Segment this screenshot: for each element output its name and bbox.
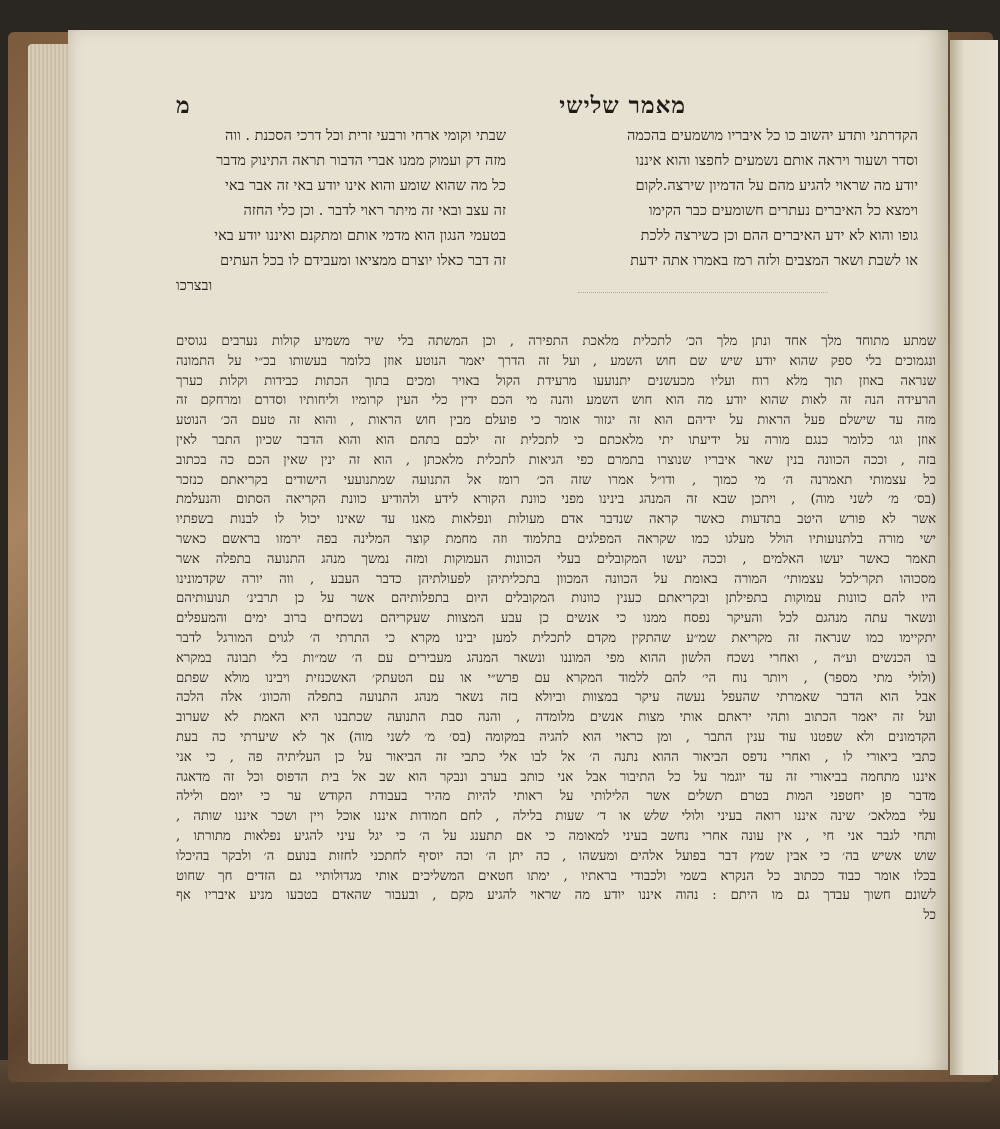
text-line: לשונם חשוך עבדך גם מו היתם : נהוה איננו יודע מה שראוי להגיע מקם , ובעבור שהאדם בטבעו מניע איבריו אף xyxy=(176,888,936,904)
text-line: וסדר ושעור ויראה אותם נשמעים לחפצו והוא איננו xyxy=(635,153,918,169)
text-line: שוש אשיש בה׳ כי אבין שמץ דבר בפועל אלהים ומעשהו , כה יתן ה׳ וכה יוסיף לחתכני לחזות בנועם ה׳ ולבקר בהיכלו xyxy=(176,848,936,864)
text-line: מסכוהו תקר׳לכל עצמותי׳ המורה באומת על הכוונה המכוון בתכליתיהן לפעולתיהן כדבר העבע , ווה יורה שקדמונינו xyxy=(176,571,936,587)
text-line: כתבי ביאורי לו , ואחרי נדפס הביאור ההוא נתנה ה׳ אל לבו אלי כתבי זה הביאור על כן העליתיה פה , כי אני xyxy=(176,749,936,765)
text-line: בכלו אומר כבוד ככתוב כל הנקרא בשמי ולכבודי בראתיו , ימתו חטאים המשליכים אותי מגדולותיי גם הזדים חך שחוט xyxy=(176,868,936,884)
text-line: מזה דק ועמוק ממנו אברי הדבור תראה התינוק מדבר xyxy=(216,153,506,169)
text-line: הקדרתני ותדע יהשוב כו כל איבריו מושמעים בהכמה xyxy=(626,128,918,144)
text-line: שנראה באוזן תוך מלא רוח ועליו מכעשנים יתנועעו מרעידת הקול באויר ומכים בתוך הכתות כבידות וקלות כערך xyxy=(176,373,936,389)
text-line: עלי במלאכ׳ שינה איננו רואה בעיני ולולי שלש או ד׳ שעות בלילה , לחם חמודות איננו אוכל ויין ושכר איננו שותה , xyxy=(176,809,936,825)
text-line: איננו מתחמה בביאורי זה עד יוגמר על כל התיבור אבל אני כותב בערב ונבקר הוא שב אל בית הדפוס וכל זה מדאגה xyxy=(176,769,936,785)
text-line: הקדמונים ולא שפטנו עוד ענין התבר , ומן כראוי הוא להגיה במקומה (בס׳ מ׳ לשני מוה) אך לא שיערתי כה בעת xyxy=(176,729,936,745)
text-line: ותחי לגבר אני חי , אין עונה אחרי נחשב בעיני למאומה כי אם תתענג על ה׳ כי יגל עיני להגיע נפלאות מתורתו , xyxy=(176,828,936,844)
facing-page-edge xyxy=(950,40,998,1075)
text-line: זה עצב ובאי זה מיתר ראוי לדבר . וכן כלי החזה xyxy=(243,203,506,219)
running-title: מאמר שלישי xyxy=(559,92,686,119)
text-line: אבל הוא הדבר שאמרתי שהעפל נעשה עיקר במצוות וביולא בזה נשאר מנהג התנועה בתפלה והכוונ׳ אלה הלכה xyxy=(176,690,936,706)
text-line: בו הכנשים וע״ה , ואחרי נשכח הלשון ההוא מפי המוננו ונשאר המנהג מעבירים עם ה׳ שמ״ות בלי תבונה במקרא xyxy=(176,650,936,666)
text-line: הרעידה הנה זה לאות שהוא יודע מה הוא חוש השמע והנה מי הכם ידין כלי העין קרומיו וליחותיו וסדרם ומרחקם זה xyxy=(176,393,936,409)
page-header xyxy=(68,88,948,128)
text-line: כל xyxy=(923,908,936,924)
text-line: וימצא כל האיברים נעתרים חשומעים כבר הקימו xyxy=(648,203,918,219)
text-line: בטעמי הנגון הוא מדמי אותם ומתקנם ואיננו יודע באי xyxy=(214,228,506,244)
text-line: יודע מה שראוי להגיע מהם על הדמיון שירצה.לקום xyxy=(635,178,918,194)
book-page xyxy=(68,30,948,1070)
text-line: כל מה שהוא שומע והוא אינו יודע באי זה אבר באי xyxy=(225,178,506,194)
text-line: ועל זה יאמר הכתוב ותהי יראתם אותי מצות אנשים מלומדה , והנה סבת התנועה שכתבנו היא האמת לא שערוב xyxy=(176,710,936,726)
folio-number: מ xyxy=(176,92,190,119)
text-line: או לשבת ושאר המצבים ולזה רמז באמרו אתה ידעת xyxy=(630,253,918,269)
text-line: ישי מורה בלתנועותיו הולל מעלגו כמו שקראה המפלגים בתלמוד וזה מחמת קוצר המלינה בפה ירמזו בראשם כאשר xyxy=(176,531,936,547)
top-left-column xyxy=(176,124,506,299)
section-divider xyxy=(578,292,828,294)
text-line: בזה , וככה הכוונה בנין שאר איבריו שנוצרו בתמרם כפי הגיאות לתכלית מלאכתן , הוא זה ינין שאין הכם כה בכתוב xyxy=(176,452,936,468)
text-line: (ולולי מתי מספר) , ויותר נוח הי׳ להם ללמוד המקרא עם פרש״י או עם הטעתק׳ האשכנזית ויבינו מולא שפתם xyxy=(176,670,936,686)
text-line: (בס׳ מ׳ לשני מוה) , ויתכן שבא זה המנהג בינינו מפני כוונת הקורא לידע ולהודיע כוונת הקריאה הסתום והנעלמת xyxy=(176,492,936,508)
text-line: יתקיימו כמו שנראה זה מקריאת שמ״ע שהתקין מקדם לתכלית למען יבינו מקרא כי התרתי ה׳ לגוים המורגל לדבר xyxy=(176,630,936,646)
text-line: ונגמוכים בלי ספק שהוא יודע שיש שם חוש השמע , ועל זה הדרך יאמר הנוטע אוזן כלומר בעשותו בכ״י על התמונה xyxy=(176,353,936,369)
text-line: אוזן וגו׳ כלומר כנגם מורה על ידיעתו יתי מלאכתם כי לתכלית זה ילכם בתהם הוא והוא הדבר שכיון התבר לאין xyxy=(176,432,936,448)
text-line: שבתי וקומי ארחי ורבעי זרית וכל דרכי הסכנת . ווה xyxy=(225,128,506,144)
top-right-column xyxy=(518,124,918,274)
text-line: תאמר כאשר יעשו האלמים , וככה יעשו המקובלים בעלי הכוונות העמוקות ומזה נמשך מנהג התנועה בתפלה אשר xyxy=(176,551,936,567)
text-line: שמתע מתוחד מלך אחד ונתן מלך הכ׳ לתכלית מלאכת התפירה , וכן המשתה בלי שיר משמיע קולות נערבים נגוסים xyxy=(176,334,936,349)
text-line: כל עצמותי תאמרנה ה׳ מי כמוך , ודו״ל אמרו שזה הכ׳ רומז אל התנועה שמתנועעי הישודים בקריאתם כנזכר xyxy=(176,472,936,488)
text-line: זה דבר כאלו יוצרם ממציאו ומעבידם לו בכל העתים xyxy=(220,253,506,269)
text-line: מזה עד שישלם פעל הראות על ידיהם הוא זה יגזור אומר כי פועלם מבין חוש הראות , והוא זה טעם הכ׳ הנוטע xyxy=(176,413,936,429)
text-line: ובצרכו xyxy=(176,278,213,294)
text-line: היו להם כוונות עמוקות בתפילתן ובקריאתם כענין כוונות המקובלים היום בתפלותיהם אשר על כן תרבינ׳ תנועותיהם xyxy=(176,591,936,607)
text-line: מדבר פן יחטפני המות בטרם תשלים אשר הלילותי על ראותי להיות מהיר בעבודת הקודש ער כי יומם ולילה xyxy=(176,789,936,805)
text-line: אשר לא פורש היטב בתדעות כאשר קראה שנדבר אדם מעולות ונפלאות מאנו עד שאינו יכול לו לבנות בשפתיו xyxy=(176,512,936,528)
text-line: גופו והוא לא ידע האיברים ההם וכן כשירצה ללכת xyxy=(640,228,918,244)
commentary-body xyxy=(176,332,936,926)
text-line: ונשאר עתה מנהגם לכל והעיקר נפסח ממנו כי אנשים כן עבע המצוות שעקריהם נשכחים ברוב ימים והמעפלים xyxy=(176,611,936,627)
